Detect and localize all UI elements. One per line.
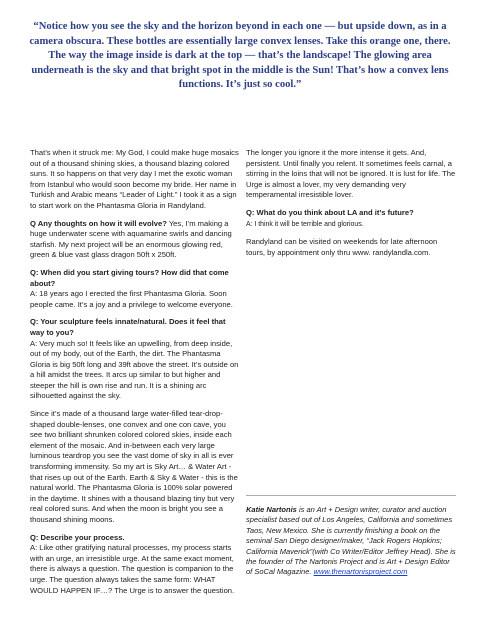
question-process: Q: Describe your process. xyxy=(30,532,125,542)
qa-process xyxy=(30,533,240,597)
author-name: Katie Nartonis xyxy=(246,505,297,514)
visit-info: Randyland can be visited on weekends for late afternoon tours, by appointment only thru www. randylandla.com. xyxy=(246,237,438,257)
answer-la-future: A: I think it will be terrible and glorious. xyxy=(246,220,364,228)
answer-tours: A: 18 years ago I erected the first Phantasma Gloria. Soon people came. It’s a joy and a privilege to welcome everyone. xyxy=(30,289,233,309)
qa-tours xyxy=(30,268,240,310)
question-evolve: Q Any thoughts on how it will evolve? xyxy=(30,218,167,228)
answer-evolve: Yes, I’m making a huge underwater scene with aquamarine swirls and dancing starfish. My next project will be an enormous glowing red, green & blue vast glass dragon 50ft x 250ft. xyxy=(30,218,232,260)
author-bio xyxy=(246,505,456,578)
question-tours: Q: When did you start giving tours? How did that come about? xyxy=(30,267,229,288)
question-la-future: Q: What do you think about LA and it’s future? xyxy=(246,207,414,217)
urge-paragraph: The longer you ignore it the more intense it gets. And, persistent. Until finally you relent. It sometimes feels carnal, a stirring in the loins that will not be ignored. It is lust for life. The Urge is almost a lover, my very demanding very temperamental irresistible lover. xyxy=(246,148,456,200)
pull-quote: “Notice how you see the sky and the horizon beyond in each one — but upside down, as in a camera obscura. These bottles are essentially large convex lenses. Take this orange one, there. The way the image inside is dark at the top — that’s the landscape! The glowing area underneath is the sky and that bright spot in the middle is the Sun! That’s how a convex lens functions. It’s just so cool.” xyxy=(29,21,451,91)
qa-evolve xyxy=(30,219,240,261)
answer-process: A: Like other gratifying natural processes, my process starts with an urge, an irresistible urge. At the same exact moment, there is always a question. The question is companion to the urge. The question always takes the same form: WHAT WOULD HAPPEN IF…? The Urge is to answer the question. xyxy=(30,543,235,595)
bio-divider xyxy=(246,495,456,496)
intro-paragraph: That’s when it struck me: My God, I could make huge mosaics out of a thousand shining skies, a thousand blazing colored suns. It so happens on that very day I met the exotic woman from Istanbul who would soon become my bride. Her name in Turkish and Arabic means “Leader of Light.” I took it as a sign to start work on the Phantasma Gloria in Randyland. xyxy=(30,148,239,210)
qa-la-future xyxy=(246,208,456,230)
question-natural: Q: Your sculpture feels innate/natural. Does it feel that way to you? xyxy=(30,317,226,337)
qa-natural xyxy=(30,317,240,402)
right-column xyxy=(246,148,456,265)
answer-natural: A: Very much so! It feels like an upwelling, from deep inside, out of my body, out of the Earth, the dirt. The Phantasma Gloria is big 50ft long and 39ft above the street. It’s outside on a hill amidst the trees. It arcs up similar to but higher and steeper the hill is own rise and run. It is a shining arc silhouetted against the sky. xyxy=(30,338,239,401)
author-website-link[interactable]: www.thenartonisproject.com xyxy=(313,567,408,577)
author-bio-text: is an Art + Design writer, curator and auction specialist based out of Los Angeles, California and sometimes Taos, New Mexico. She is currently finishing a book on the seminal San Diego designer/maker, “Jack Rogers Hopkins; California Maverick”(with Co Writer/Editor Jeffrey Head). She is the founder of The Nartonis Project and is Art + Design Editor of SoCal Magazine. xyxy=(246,505,456,577)
sky-art-paragraph: Since it’s made of a thousand large water-filled tear-drop-shaped double-lenses, one convex and one con cave, you see two brilliant shrunken colored colored skies, inside each element of the mosaic. And in-between each very large luminous teardrop you see the vast dome of sky in all is ever transforming immensity. So my art is Sky Art… & Water Art - that rises up out of the Earth. Earth & Sky & Water - this is the natural world. The Phantasma Gloria is 100% solar powered in the daytime. It shines with a thousand blazing tiny but very real colored suns. And when the moon is bright you see a thousand shining moons. xyxy=(30,409,238,524)
left-column xyxy=(30,148,240,603)
